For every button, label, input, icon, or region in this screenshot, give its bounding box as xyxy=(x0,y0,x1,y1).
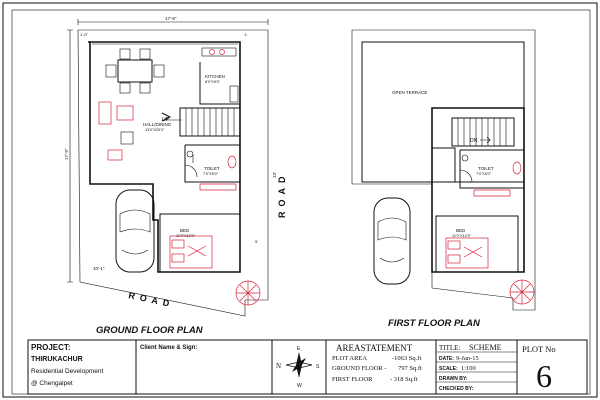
ff-terrace-label: OPEN TERRACE xyxy=(392,90,428,95)
left-depth: 17'-9" xyxy=(64,148,69,160)
plot-label: PLOT No xyxy=(522,344,556,354)
title-label: TITLE: xyxy=(439,344,461,352)
client-label: Client Name & Sign: xyxy=(140,345,198,351)
open-terrace xyxy=(362,42,524,182)
overall-width: 17'-6" xyxy=(165,16,177,21)
area-label-1: GROUND FLOOR - xyxy=(332,365,387,372)
inner-border xyxy=(12,10,590,394)
first-floor-title: FIRST FLOOR PLAN xyxy=(388,318,480,329)
up-label: UP xyxy=(162,117,169,123)
compass-e: E xyxy=(297,346,301,352)
scale-value: 1:100 xyxy=(461,365,476,372)
area-value-0: -1063 Sq.ft xyxy=(392,355,422,362)
road-bottom-label: ROAD xyxy=(127,290,176,310)
staircase xyxy=(165,108,240,136)
kitchen-counter xyxy=(202,48,236,56)
corner-right-dim: 1'- xyxy=(244,32,249,37)
dining-set xyxy=(106,49,164,93)
parked-car xyxy=(116,190,154,272)
left-small-dim: 10'-1" xyxy=(93,266,105,271)
project-label: PROJECT: xyxy=(31,343,71,352)
scale-label: SCALE: xyxy=(439,366,458,372)
toilet-size: 7'0"X5'0" xyxy=(203,172,219,176)
area-heading: AREASTATEMENT xyxy=(336,343,413,353)
area-label-0: PLOT AREA xyxy=(332,355,368,362)
ff-parked-car xyxy=(374,198,410,284)
ff-toilet-label: TOILET xyxy=(478,166,494,171)
corner-left-dim: 1'-0" xyxy=(80,32,88,37)
hall-size: 13'0"X20'0" xyxy=(145,128,165,132)
title-value: SCHEME xyxy=(469,343,502,352)
kitchen-size: 8'0"X9'0" xyxy=(205,80,221,84)
bed xyxy=(170,236,212,268)
ground-floor-title: GROUND FLOOR PLAN xyxy=(96,325,203,336)
ground-floor-plan xyxy=(64,16,287,336)
kitchen-label: KITCHEN xyxy=(205,74,225,79)
plot-number: 6 xyxy=(536,358,552,394)
toilet-walls xyxy=(185,145,240,182)
title-block xyxy=(28,340,587,394)
area-value-1: 797 Sq.ft xyxy=(398,365,422,372)
outer-border xyxy=(3,3,597,397)
ff-bed-size: 11'0"X12'0" xyxy=(452,234,472,238)
sofa-set xyxy=(99,102,133,160)
ff-dn-label: DN xyxy=(470,138,478,144)
compass-w: W xyxy=(297,383,302,389)
project-location: @ Chengalpet xyxy=(31,380,73,387)
checked-by-label: CHECKED BY: xyxy=(439,386,474,392)
toilet-label: TOILET xyxy=(204,166,220,171)
date-label: DATE: xyxy=(439,356,454,362)
hall-label: HALL/DINING xyxy=(143,122,172,127)
road-right-label: ROAD xyxy=(277,171,287,218)
bed-label: BED xyxy=(180,228,190,233)
first-floor-plan xyxy=(352,30,535,329)
ff-staircase xyxy=(452,118,514,146)
compass-n: N xyxy=(276,362,282,370)
bed-size: 11'0"X12'0" xyxy=(176,234,196,238)
date-value: 9-Jan-15 xyxy=(456,355,479,362)
ff-plot-boundary xyxy=(352,30,535,310)
area-label-2: FIRST FLOOR xyxy=(332,376,373,383)
compass-s: S xyxy=(316,364,320,370)
ff-tree xyxy=(510,280,534,304)
drawn-by-label: DRAWN BY: xyxy=(439,376,468,382)
right-small-dim: 9' xyxy=(255,239,258,244)
project-description: Residential Development xyxy=(31,368,104,375)
ff-bed-label: BED xyxy=(456,228,466,233)
north-compass-icon xyxy=(286,352,312,378)
ff-toilet-size: 7'0"X5'0" xyxy=(476,172,492,176)
tree xyxy=(236,281,260,305)
area-value-2: - 318 Sq.ft xyxy=(390,376,418,383)
ff-bed xyxy=(446,238,488,268)
road-right-dim: 13' xyxy=(272,172,277,178)
project-name: THIRUKACHUR xyxy=(31,356,83,363)
